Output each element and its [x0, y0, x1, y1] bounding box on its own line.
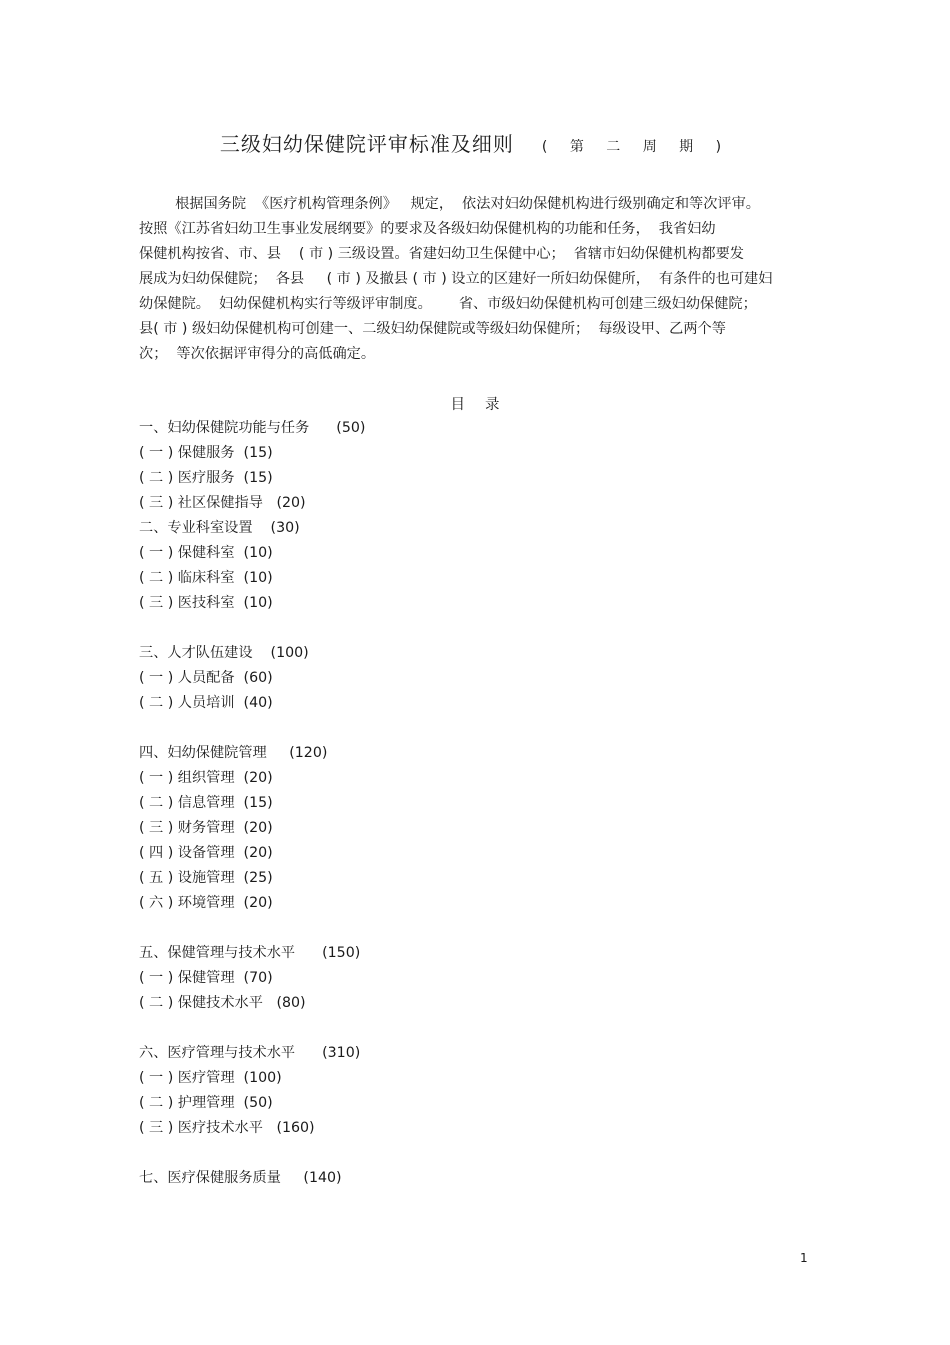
intro-line: 幼保健院。 妇幼保健机构实行等级评审制度。 省、市级妇幼保健机构可创建三级妇幼保健院； [139, 296, 757, 312]
toc-line: 三、人才队伍建设 (100) [139, 645, 309, 661]
title-period: ( 第 二 周 期 ) [541, 139, 731, 155]
intro-paragraph [139, 192, 784, 367]
toc-line [139, 916, 365, 941]
toc-line: ( 一 ) 医疗管理 (100) [139, 1070, 282, 1086]
toc-line: ( 二 ) 医疗服务 (15) [139, 470, 273, 486]
intro-line: 按照《江苏省妇幼卫生事业发展纲要》的要求及各级妇幼保健机构的功能和任务， 我省妇幼 [139, 221, 716, 237]
toc-line: 二、专业科室设置 (30) [139, 520, 300, 536]
toc-line: ( 二 ) 保健技术水平 (80) [139, 995, 306, 1011]
toc-line: ( 二 ) 人员培训 (40) [139, 695, 273, 711]
toc-line: ( 二 ) 护理管理 (50) [139, 1095, 273, 1111]
toc-line [139, 1141, 365, 1166]
toc-line: 七、医疗保健服务质量 (140) [139, 1170, 342, 1186]
toc-line: ( 三 ) 医疗技术水平 (160) [139, 1120, 315, 1136]
toc-line [139, 716, 365, 741]
toc-line: ( 一 ) 保健服务 (15) [139, 445, 273, 461]
toc-line: ( 一 ) 保健科室 (10) [139, 545, 273, 561]
toc-line: ( 一 ) 保健管理 (70) [139, 970, 273, 986]
toc-line: ( 二 ) 信息管理 (15) [139, 795, 273, 811]
table-of-contents [139, 416, 365, 1191]
toc-line: 四、妇幼保健院管理 (120) [139, 745, 328, 761]
title-main: 三级妇幼保健院评审标准及细则 [219, 132, 514, 156]
toc-line: 五、保健管理与技术水平 (150) [139, 945, 361, 961]
toc-line [139, 1016, 365, 1041]
intro-line: 县( 市 ) 级妇幼保健机构可创建一、二级妇幼保健院或等级妇幼保健所； 每级设甲、乙两个等 [139, 321, 726, 337]
toc-line [139, 616, 365, 641]
page-number: 1 [800, 1251, 808, 1265]
toc-line: ( 三 ) 财务管理 (20) [139, 820, 273, 836]
intro-line: 次； 等次依据评审得分的高低确定。 [139, 346, 376, 362]
intro-line: 保健机构按省、市、县 ( 市 ) 三级设置。省建妇幼卫生保健中心； 省辖市妇幼保健机构都要发 [139, 246, 744, 262]
toc-line: ( 一 ) 组织管理 (20) [139, 770, 273, 786]
toc-line: ( 三 ) 社区保健指导 (20) [139, 495, 306, 511]
toc-heading: 目录 [450, 397, 520, 413]
toc-line: ( 六 ) 环境管理 (20) [139, 895, 273, 911]
intro-line: 展成为妇幼保健院； 各县 ( 市 ) 及撤县 ( 市 ) 设立的区建好一所妇幼保健所， 有条件的也可建妇 [139, 271, 773, 287]
toc-line: ( 四 ) 设备管理 (20) [139, 845, 273, 861]
toc-line: ( 三 ) 医技科室 (10) [139, 595, 273, 611]
toc-line: ( 五 ) 设施管理 (25) [139, 870, 273, 886]
toc-line: 一、妇幼保健院功能与任务 (50) [139, 420, 366, 436]
document-title [0, 128, 950, 157]
toc-line: ( 二 ) 临床科室 (10) [139, 570, 273, 586]
toc-line: 六、医疗管理与技术水平 (310) [139, 1045, 361, 1061]
toc-line: ( 一 ) 人员配备 (60) [139, 670, 273, 686]
intro-line: 根据国务院 《医疗机构管理条例》 规定， 依法对妇幼保健机构进行级别确定和等次评审。 [139, 196, 760, 212]
